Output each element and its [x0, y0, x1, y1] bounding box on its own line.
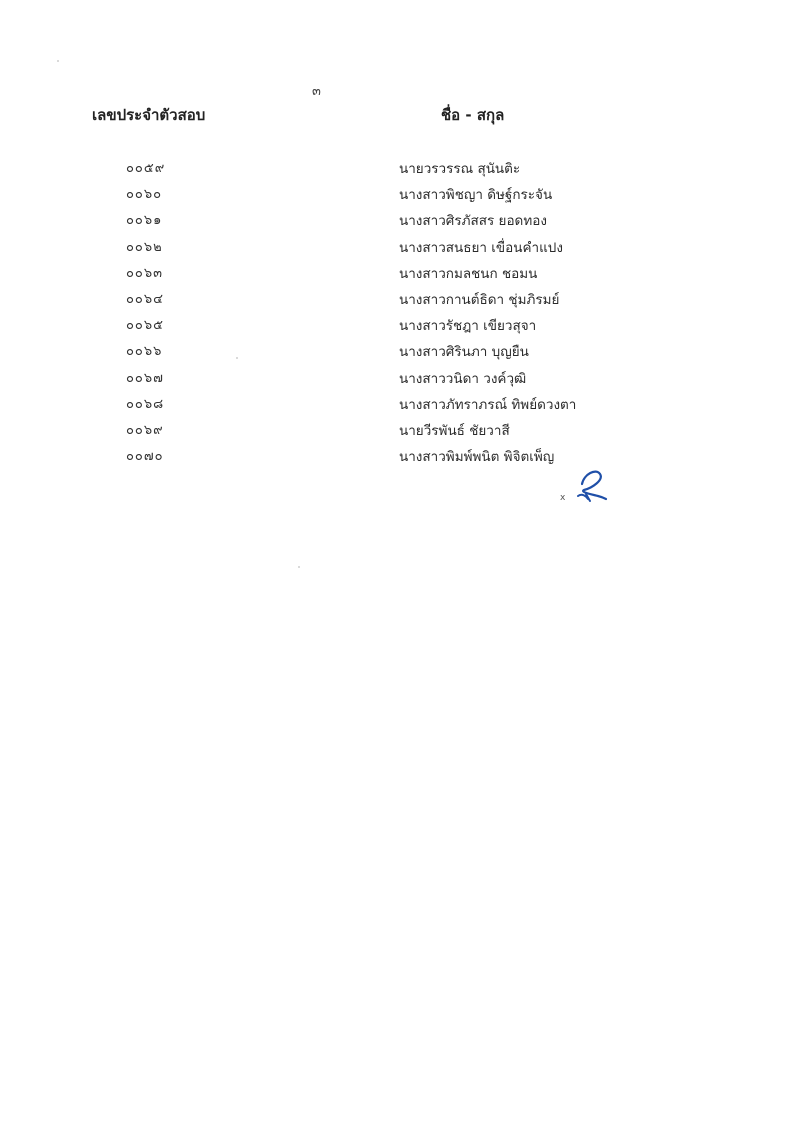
full-name: นางสาวกมลชนก ชอมน: [399, 265, 538, 282]
scan-speck: [236, 357, 238, 359]
list-item: [0, 314, 794, 340]
exam-id: ๐๐๕๙: [126, 161, 166, 176]
list-item: [0, 183, 794, 209]
scan-speck: [57, 60, 59, 62]
full-name: นางสาวพิชญา ดิษฐ์กระจัน: [399, 187, 553, 204]
exam-id: ๐๐๖๕: [126, 318, 164, 334]
list-item: [0, 445, 794, 471]
full-name: นางสาวศิรินภา บุญยืน: [399, 344, 529, 361]
exam-id: ๐๐๖๙: [126, 422, 164, 438]
full-name: นางสาววนิดา วงค์วุฒิ: [399, 370, 527, 387]
list-item: [0, 288, 794, 314]
scan-speck: [298, 566, 300, 568]
list-item: [0, 340, 794, 366]
full-name: นางสาวสนธยา เขื่อนคำแปง: [399, 239, 563, 256]
full-name: นายวีรพันธ์ ชัยวาสี: [399, 422, 510, 439]
full-name: นางสาวศิรภัสสร ยอดทอง: [399, 213, 547, 230]
exam-id: ๐๐๗๐: [126, 449, 164, 465]
full-name: นางสาวรัชฎา เขียวสุจา: [399, 318, 537, 335]
list-item: [0, 236, 794, 262]
list-item: [0, 157, 794, 183]
column-header-exam-id: เลขประจำตัวสอบ: [92, 106, 206, 124]
full-name: นางสาวกานต์ธิดา ชุ่มภิรมย์: [399, 291, 560, 308]
page-number: ๓: [312, 84, 321, 99]
exam-id: ๐๐๖๔: [126, 291, 164, 307]
exam-id: ๐๐๖๘: [126, 396, 165, 412]
column-header-full-name: ชื่อ - สกุล: [441, 106, 505, 124]
candidate-list: [0, 157, 794, 471]
handwritten-signature: [560, 466, 610, 506]
list-item: [0, 367, 794, 393]
list-item: [0, 209, 794, 235]
full-name: นางสาวพิมพ์พนิต พิจิตเพ็ญ: [399, 449, 555, 466]
exam-id: ๐๐๖๒: [126, 239, 163, 255]
exam-id: ๐๐๖๗: [126, 370, 164, 386]
full-name: นางสาวภัทราภรณ์ ทิพย์ดวงตา: [399, 396, 577, 413]
exam-id: ๐๐๖๓: [126, 265, 164, 281]
signature-x-mark: x: [560, 493, 566, 503]
list-item: [0, 393, 794, 419]
exam-id: ๐๐๖๑: [126, 213, 163, 229]
full-name: นายวรวรรณ สุนันติะ: [399, 161, 521, 177]
exam-id: ๐๐๖๐: [126, 187, 163, 203]
exam-id: ๐๐๖๖: [126, 344, 163, 360]
list-item: [0, 262, 794, 288]
list-item: [0, 419, 794, 445]
